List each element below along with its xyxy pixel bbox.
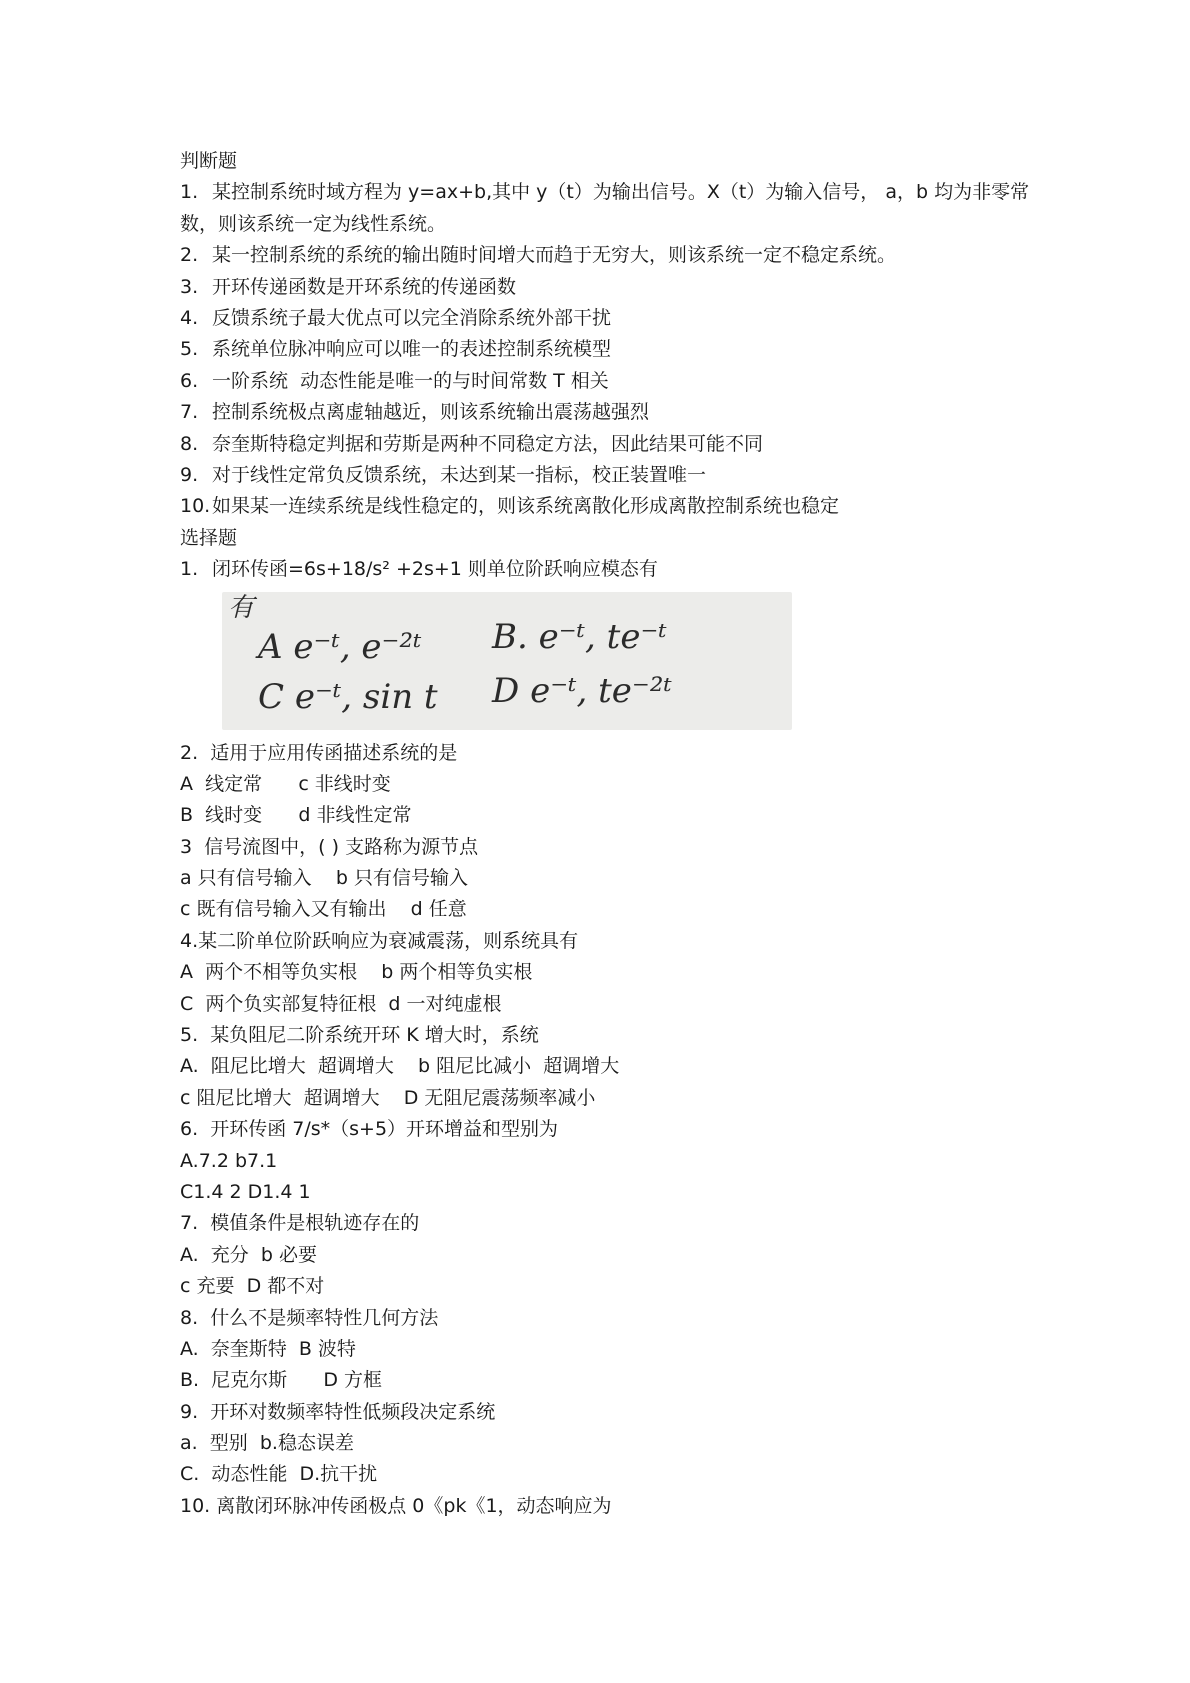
choice-line-22: 9. 开环对数频率特性低频段决定系统 [180,1400,496,1423]
item-number: 5. [180,338,199,361]
choice-line-19: 8. 什么不是频率特性几何方法 [180,1306,439,1329]
handwritten-option-a: A e⁻ᵗ, e⁻²ᵗ [258,626,422,667]
item-number: 1. [180,558,199,581]
choice-line-9: C 两个负实部复特征根 d 一对纯虚根 [180,992,502,1015]
handwritten-option-c: C e⁻ᵗ, sin t [258,676,438,717]
handwritten-corner: 有 [228,592,255,623]
item-number: 8. [180,432,199,455]
judgment-item-2 [180,240,1040,271]
choice-line-18: c 充要 D 都不对 [180,1275,325,1298]
judgment-item-8 [180,429,1040,460]
choice-line-11: A. 阻尼比增大 超调增大 b 阻尼比减小 超调增大 [180,1055,620,1078]
choice-line-3: B 线时变 d 非线性定常 [180,804,412,827]
judgment-item-7 [180,397,1040,428]
choice-heading: 选择题 [180,526,238,549]
handwritten-options-image [222,592,792,730]
item-text: 某一控制系统的系统的输出随时间增大而趋于无穷大，则该系统一定不稳定系统。 [212,244,897,267]
item-text: 闭环传函=6s+18/s² +2s+1 则单位阶跃响应模态有 [212,558,658,581]
choice-line-8: A 两个不相等负实根 b 两个相等负实根 [180,961,533,984]
judgment-item-9 [180,460,1040,491]
document-page [180,146,1040,1522]
item-number: 7. [180,401,199,424]
choice-line-1: 2. 适用于应用传函描述系统的是 [180,741,458,764]
choice-question-1 [180,554,1040,585]
judgment-item-4 [180,303,1040,334]
item-text: 奈奎斯特稳定判据和劳斯是两种不同稳定方法，因此结果可能不同 [212,432,764,455]
choice-line-13: 6. 开环传函 7/s*（s+5）开环增益和型别为 [180,1118,559,1141]
handwritten-option-d: D e⁻ᵗ, te⁻²ᵗ [492,670,672,711]
item-number: 9. [180,463,199,486]
choice-line-5: a 只有信号输入 b 只有信号输入 [180,867,468,890]
choice-line-7: 4.某二阶单位阶跃响应为衰减震荡，则系统具有 [180,929,579,952]
item-number: 2. [180,244,199,267]
item-number: 3. [180,275,199,298]
choice-line-4: 3 信号流图中，( ) 支路称为源节点 [180,835,479,858]
judgment-heading: 判断题 [180,150,238,172]
item-text: 反馈系统子最大优点可以完全消除系统外部干扰 [212,306,612,329]
judgment-item-10 [180,491,1040,522]
choice-line-16: 7. 模值条件是根轨迹存在的 [180,1212,420,1235]
choice-line-14: A.7.2 b7.1 [180,1149,278,1172]
choice-line-15: C1.4 2 D1.4 1 [180,1180,311,1203]
choice-line-24: C. 动态性能 D.抗干扰 [180,1463,378,1486]
item-number: 10. [180,495,211,518]
choice-line-10: 5. 某负阻尼二阶系统开环 K 增大时，系统 [180,1024,539,1047]
choice-line-23: a. 型别 b.稳态误差 [180,1432,354,1455]
choice-line-20: A. 奈奎斯特 B 波特 [180,1337,356,1360]
item-text: 如果某一连续系统是线性稳定的，则该系统离散化形成离散控制系统也稳定 [212,495,840,518]
judgment-item-3 [180,272,1040,303]
choice-line-12: c 阻尼比增大 超调增大 D 无阻尼震荡频率减小 [180,1086,596,1109]
item-text: 系统单位脉冲响应可以唯一的表述控制系统模型 [212,338,612,361]
item-text: 控制系统极点离虚轴越近，则该系统输出震荡越强烈 [212,401,650,424]
handwritten-options-svg [222,592,792,730]
item-number: 1. [180,181,199,204]
item-text: 开环传递函数是开环系统的传递函数 [212,275,517,298]
choice-line-17: A. 充分 b 必要 [180,1243,317,1266]
choice-line-6: c 既有信号输入又有输出 d 任意 [180,898,467,921]
judgment-item-6 [180,366,1040,397]
item-text: 对于线性定常负反馈系统，未达到某一指标，校正装置唯一 [212,463,707,486]
item-number: 6. [180,369,199,392]
item-text: 某控制系统时域方程为 y=ax+b,其中 y（t）为输出信号。X（t）为输入信号， a，b 均为非零常数，则该系统一定为线性系统。 [180,181,1030,235]
item-number: 4. [180,306,199,329]
choice-line-21: B. 尼克尔斯 D 方框 [180,1369,383,1392]
judgment-item-5 [180,334,1040,365]
choice-line-2: A 线定常 c 非线时变 [180,772,391,795]
judgment-item-1 [180,177,1040,240]
handwritten-option-b: B. e⁻ᵗ, te⁻ᵗ [492,616,667,657]
item-text: 一阶系统 动态性能是唯一的与时间常数 T 相关 [212,369,609,392]
choice-line-25: 10. 离散闭环脉冲传函极点 0《pk《1，动态响应为 [180,1494,612,1517]
